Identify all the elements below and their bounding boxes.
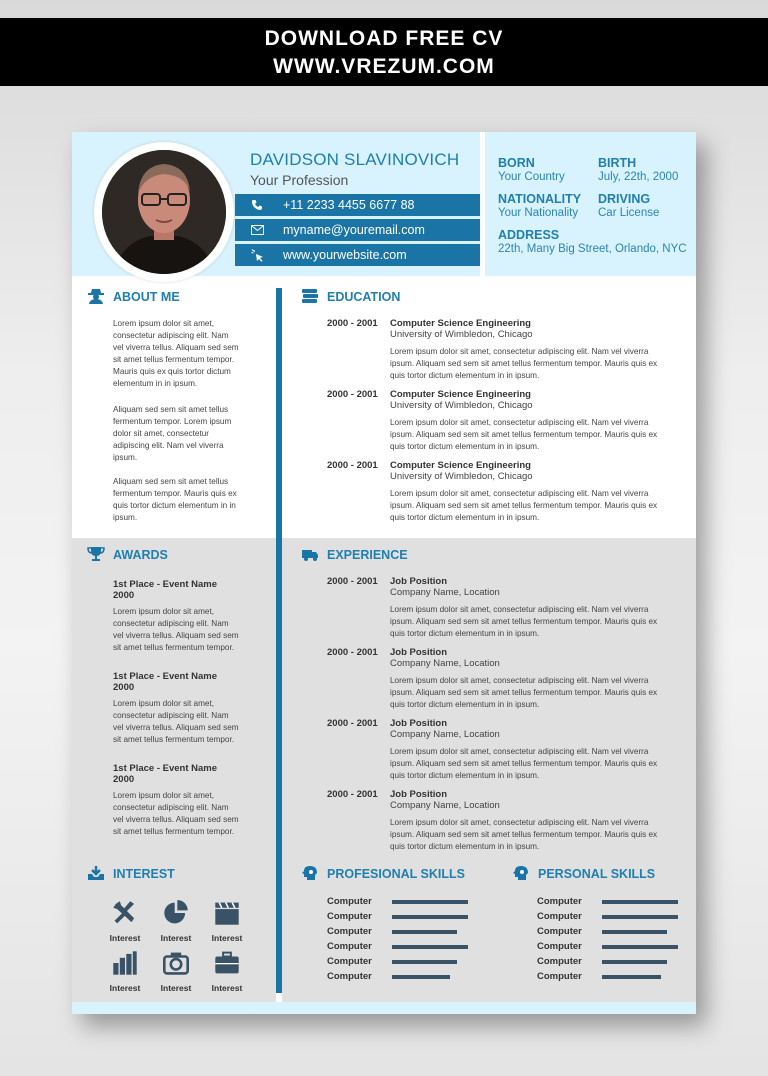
text-line: dolor sit amet, consectetur xyxy=(113,429,210,438)
interest-heading xyxy=(113,867,175,881)
skill-label: Computer xyxy=(327,911,372,922)
skill-level-bar xyxy=(602,900,678,904)
about-paragraph xyxy=(113,404,231,464)
email-bar xyxy=(235,219,480,241)
personal-skills-heading xyxy=(538,867,655,881)
text-line: sit amet tellus fermentum tempor. xyxy=(113,643,235,652)
entry-years: 2000 - 2001 xyxy=(327,647,378,658)
interest-item xyxy=(102,950,148,993)
entry-years: 2000 - 2001 xyxy=(327,576,378,587)
interest-label: Interest xyxy=(109,933,141,943)
text-line: Lorem ipsum dolor sit amet, xyxy=(113,607,215,616)
interest-label: Interest xyxy=(160,933,192,943)
address-label: ADDRESS xyxy=(498,228,560,242)
born-label: BORN xyxy=(498,156,535,170)
banner-url: WWW.VREZUM.COM xyxy=(273,55,495,78)
phone-bar xyxy=(235,194,480,216)
skill-level-bar xyxy=(392,930,457,934)
text-line: consectetur adipiscing elit. Nam xyxy=(113,803,229,812)
text-line: ipsum. xyxy=(113,453,138,462)
text-line: Mauris quis ex quis tortor dictum xyxy=(113,367,231,376)
interest-item xyxy=(102,900,148,943)
entry-subtitle: Company Name, Location xyxy=(390,587,500,598)
text-line: Lorem ipsum dolor sit amet, xyxy=(113,319,215,328)
interest-item xyxy=(204,950,250,993)
about-title: ABOUT ME xyxy=(113,290,180,304)
entry-description xyxy=(390,346,657,382)
entry-title: Computer Science Engineering xyxy=(390,389,531,400)
pie-chart-icon xyxy=(153,900,199,931)
text-line: quis tortor dictum elementum in in ipsum. xyxy=(390,700,540,709)
award-name: 1st Place - Event Name xyxy=(113,671,218,682)
text-line: Lorem ipsum dolor sit amet, consectetur adipiscing elit. Nam vel viverra xyxy=(390,489,649,498)
phone-icon xyxy=(249,194,265,218)
award-description xyxy=(113,606,239,654)
text-line: ipsum. Aliquam sed sem sit amet tellus fermentum tempor. Mauris quis ex xyxy=(390,688,658,697)
entry-subtitle: Company Name, Location xyxy=(390,658,500,669)
award-description xyxy=(113,698,239,746)
entry-description xyxy=(390,746,657,782)
trophy-icon xyxy=(87,546,105,562)
download-banner xyxy=(0,18,768,86)
skill-level-bar xyxy=(602,960,667,964)
entry-description xyxy=(390,817,657,853)
interest-item xyxy=(204,900,250,943)
skill-label: Computer xyxy=(537,941,582,952)
skill-label: Computer xyxy=(327,956,372,967)
entry-description xyxy=(390,488,657,524)
skill-level-bar xyxy=(392,915,468,919)
entry-title: Job Position xyxy=(390,789,447,800)
text-line: Lorem ipsum dolor sit amet, consectetur adipiscing elit. Nam vel viverra xyxy=(390,676,649,685)
download-tray-icon xyxy=(87,865,105,881)
bottom-strip xyxy=(72,1002,696,1014)
column-divider xyxy=(276,288,282,993)
skill-label: Computer xyxy=(327,926,372,937)
pro-skills-heading xyxy=(327,867,465,881)
text-line: consectetur adipiscing elit. Nam xyxy=(113,711,229,720)
email-text: myname@youremail.com xyxy=(283,223,425,237)
text-line: Lorem ipsum dolor sit amet, consectetur adipiscing elit. Nam vel viverra xyxy=(390,418,649,427)
award-description xyxy=(113,790,239,838)
text-line: quis tortor dictum elementum in in ipsum. xyxy=(390,771,540,780)
entry-years: 2000 - 2001 xyxy=(327,460,378,471)
entry-title: Job Position xyxy=(390,647,447,658)
books-icon xyxy=(301,288,319,304)
entry-subtitle: Company Name, Location xyxy=(390,800,500,811)
skill-level-bar xyxy=(602,945,678,949)
birth-label: BIRTH xyxy=(598,156,637,170)
entry-description xyxy=(390,604,657,640)
entry-subtitle: University of Wimbledon, Chicago xyxy=(390,400,533,411)
award-title xyxy=(113,579,217,601)
entry-years: 2000 - 2001 xyxy=(327,318,378,329)
pro-skills-title: PROFESIONAL SKILLS xyxy=(327,867,465,881)
skill-label: Computer xyxy=(327,941,372,952)
driving-label: DRIVING xyxy=(598,192,651,206)
text-line: Lorem ipsum dolor sit amet, xyxy=(113,699,215,708)
entry-title: Computer Science Engineering xyxy=(390,318,531,329)
skill-label: Computer xyxy=(537,896,582,907)
interest-title: INTEREST xyxy=(113,867,175,881)
text-line: Lorem ipsum dolor sit amet, consectetur adipiscing elit. Nam vel viverra xyxy=(390,605,649,614)
awards-title: AWARDS xyxy=(113,548,168,562)
skill-label: Computer xyxy=(537,926,582,937)
text-line: quis tortor dictum elementum in in ipsum. xyxy=(390,842,540,851)
website-text: www.yourwebsite.com xyxy=(283,248,407,262)
briefcase-icon xyxy=(204,950,250,981)
text-line: Aliquam sed sem sit amet tellus xyxy=(113,477,229,486)
interest-label: Interest xyxy=(211,983,243,993)
text-line: Aliquam sed sem sit amet tellus xyxy=(113,405,229,414)
camera-icon xyxy=(153,950,199,981)
about-paragraph xyxy=(113,318,239,390)
text-line: quis tortor dictum elementum in in ipsum. xyxy=(390,629,540,638)
about-paragraph xyxy=(113,476,237,524)
text-line: vel viverra tellus. Aliquam sed sem xyxy=(113,815,239,824)
interest-item xyxy=(153,950,199,993)
experience-title: EXPERIENCE xyxy=(327,548,408,562)
text-line: elementum in in ipsum. xyxy=(113,379,198,388)
entry-subtitle: University of Wimbledon, Chicago xyxy=(390,471,533,482)
skill-label: Computer xyxy=(327,971,372,982)
skill-level-bar xyxy=(392,975,450,979)
skill-level-bar xyxy=(392,960,457,964)
award-year: 2000 xyxy=(113,590,135,601)
text-line: vel viverra tellus. Aliquam sed sem xyxy=(113,631,239,640)
head-gear-icon xyxy=(512,865,530,881)
personal-skills-title: PERSONAL SKILLS xyxy=(538,867,656,881)
award-year: 2000 xyxy=(113,682,135,693)
nationality-value: Your Nationality xyxy=(498,207,579,219)
skill-level-bar xyxy=(602,930,667,934)
text-line: sit amet tellus fermentum tempor. xyxy=(113,735,235,744)
entry-title: Job Position xyxy=(390,576,447,587)
cursor-click-icon xyxy=(249,244,265,269)
experience-heading xyxy=(327,548,408,562)
text-line: fermentum tempor. Mauris quis ex xyxy=(113,489,237,498)
skill-label: Computer xyxy=(537,911,582,922)
text-line: quis tortor dictum elementum in in ipsum. xyxy=(390,513,540,522)
text-line: Lorem ipsum dolor sit amet, consectetur adipiscing elit. Nam vel viverra xyxy=(390,347,649,356)
entry-subtitle: Company Name, Location xyxy=(390,729,500,740)
spy-person-icon xyxy=(87,288,105,304)
address-value: 22th, Many Big Street, Orlando, NYC xyxy=(498,243,687,255)
skill-level-bar xyxy=(392,945,468,949)
education-title: EDUCATION xyxy=(327,290,401,304)
entry-title: Computer Science Engineering xyxy=(390,460,531,471)
banner-title: DOWNLOAD FREE CV xyxy=(264,27,504,50)
education-heading xyxy=(327,290,400,304)
text-line: quis tortor dictum elementum in in ipsum. xyxy=(390,442,540,451)
driving-value: Car License xyxy=(598,207,660,219)
text-line: quis tortor dictum elementum in in xyxy=(113,501,236,510)
skill-level-bar xyxy=(392,900,468,904)
text-line: quis tortor dictum elementum in in ipsum. xyxy=(390,371,540,380)
website-bar xyxy=(235,244,480,266)
skill-label: Computer xyxy=(327,896,372,907)
entry-description xyxy=(390,675,657,711)
text-line: ipsum. Aliquam sed sem sit amet tellus fermentum tempor. Mauris quis ex xyxy=(390,501,658,510)
bar-chart-icon xyxy=(102,950,148,981)
award-title xyxy=(113,671,217,693)
tools-icon xyxy=(102,900,148,931)
text-line: ipsum. Aliquam sed sem sit amet tellus fermentum tempor. Mauris quis ex xyxy=(390,359,658,368)
text-line: ipsum. Aliquam sed sem sit amet tellus fermentum tempor. Mauris quis ex xyxy=(390,430,658,439)
entry-years: 2000 - 2001 xyxy=(327,789,378,800)
candidate-profession: Your Profession xyxy=(250,172,349,188)
text-line: sit amet tellus fermentum tempor. xyxy=(113,827,235,836)
head-gear-icon xyxy=(301,865,319,881)
candidate-name: DAVIDSON SLAVINOVICH xyxy=(250,150,460,169)
profile-photo xyxy=(102,150,226,274)
text-line: vel viverra tellus. Aliquam sed sem xyxy=(113,343,239,352)
phone-text: +11 2233 4455 6677 88 xyxy=(283,198,415,212)
text-line: Lorem ipsum dolor sit amet, consectetur adipiscing elit. Nam vel viverra xyxy=(390,747,649,756)
text-line: vel viverra tellus. Aliquam sed sem xyxy=(113,723,239,732)
resume-page xyxy=(72,132,696,1014)
clapperboard-icon xyxy=(204,900,250,931)
entry-years: 2000 - 2001 xyxy=(327,389,378,400)
text-line: Lorem ipsum dolor sit amet, xyxy=(113,791,215,800)
text-line: fermentum tempor. Lorem ipsum xyxy=(113,417,232,426)
award-year: 2000 xyxy=(113,774,135,785)
nationality-label: NATIONALITY xyxy=(498,192,582,206)
entry-years: 2000 - 2001 xyxy=(327,718,378,729)
text-line: consectetur adipiscing elit. Nam xyxy=(113,619,229,628)
interest-label: Interest xyxy=(211,933,243,943)
entry-title: Job Position xyxy=(390,718,447,729)
skill-level-bar xyxy=(602,915,678,919)
envelope-icon xyxy=(249,219,265,242)
text-line: ipsum. Aliquam sed sem sit amet tellus fermentum tempor. Mauris quis ex xyxy=(390,759,658,768)
award-name: 1st Place - Event Name xyxy=(113,763,218,774)
skill-label: Computer xyxy=(537,956,582,967)
born-value: Your Country xyxy=(498,171,565,183)
text-line: Lorem ipsum dolor sit amet, consectetur adipiscing elit. Nam vel viverra xyxy=(390,818,649,827)
text-line: consectetur adipiscing elit. Nam xyxy=(113,331,229,340)
award-title xyxy=(113,763,217,785)
skill-level-bar xyxy=(602,975,661,979)
award-name: 1st Place - Event Name xyxy=(113,579,218,590)
birth-value: July, 22th, 2000 xyxy=(598,171,679,183)
interest-label: Interest xyxy=(109,983,141,993)
skill-label: Computer xyxy=(537,971,582,982)
text-line: sit amet tellus fermentum tempor. xyxy=(113,355,235,364)
about-heading xyxy=(113,290,180,304)
truck-icon xyxy=(301,546,319,562)
entry-subtitle: University of Wimbledon, Chicago xyxy=(390,329,533,340)
awards-heading xyxy=(113,548,168,562)
text-line: ipsum. Aliquam sed sem sit amet tellus fermentum tempor. Mauris quis ex xyxy=(390,617,658,626)
interest-label: Interest xyxy=(160,983,192,993)
entry-description xyxy=(390,417,657,453)
text-line: ipsum. Aliquam sed sem sit amet tellus fermentum tempor. Mauris quis ex xyxy=(390,830,658,839)
interest-item xyxy=(153,900,199,943)
text-line: ipsum. xyxy=(113,513,138,522)
text-line: adipiscing elit. Nam vel viverra xyxy=(113,441,224,450)
